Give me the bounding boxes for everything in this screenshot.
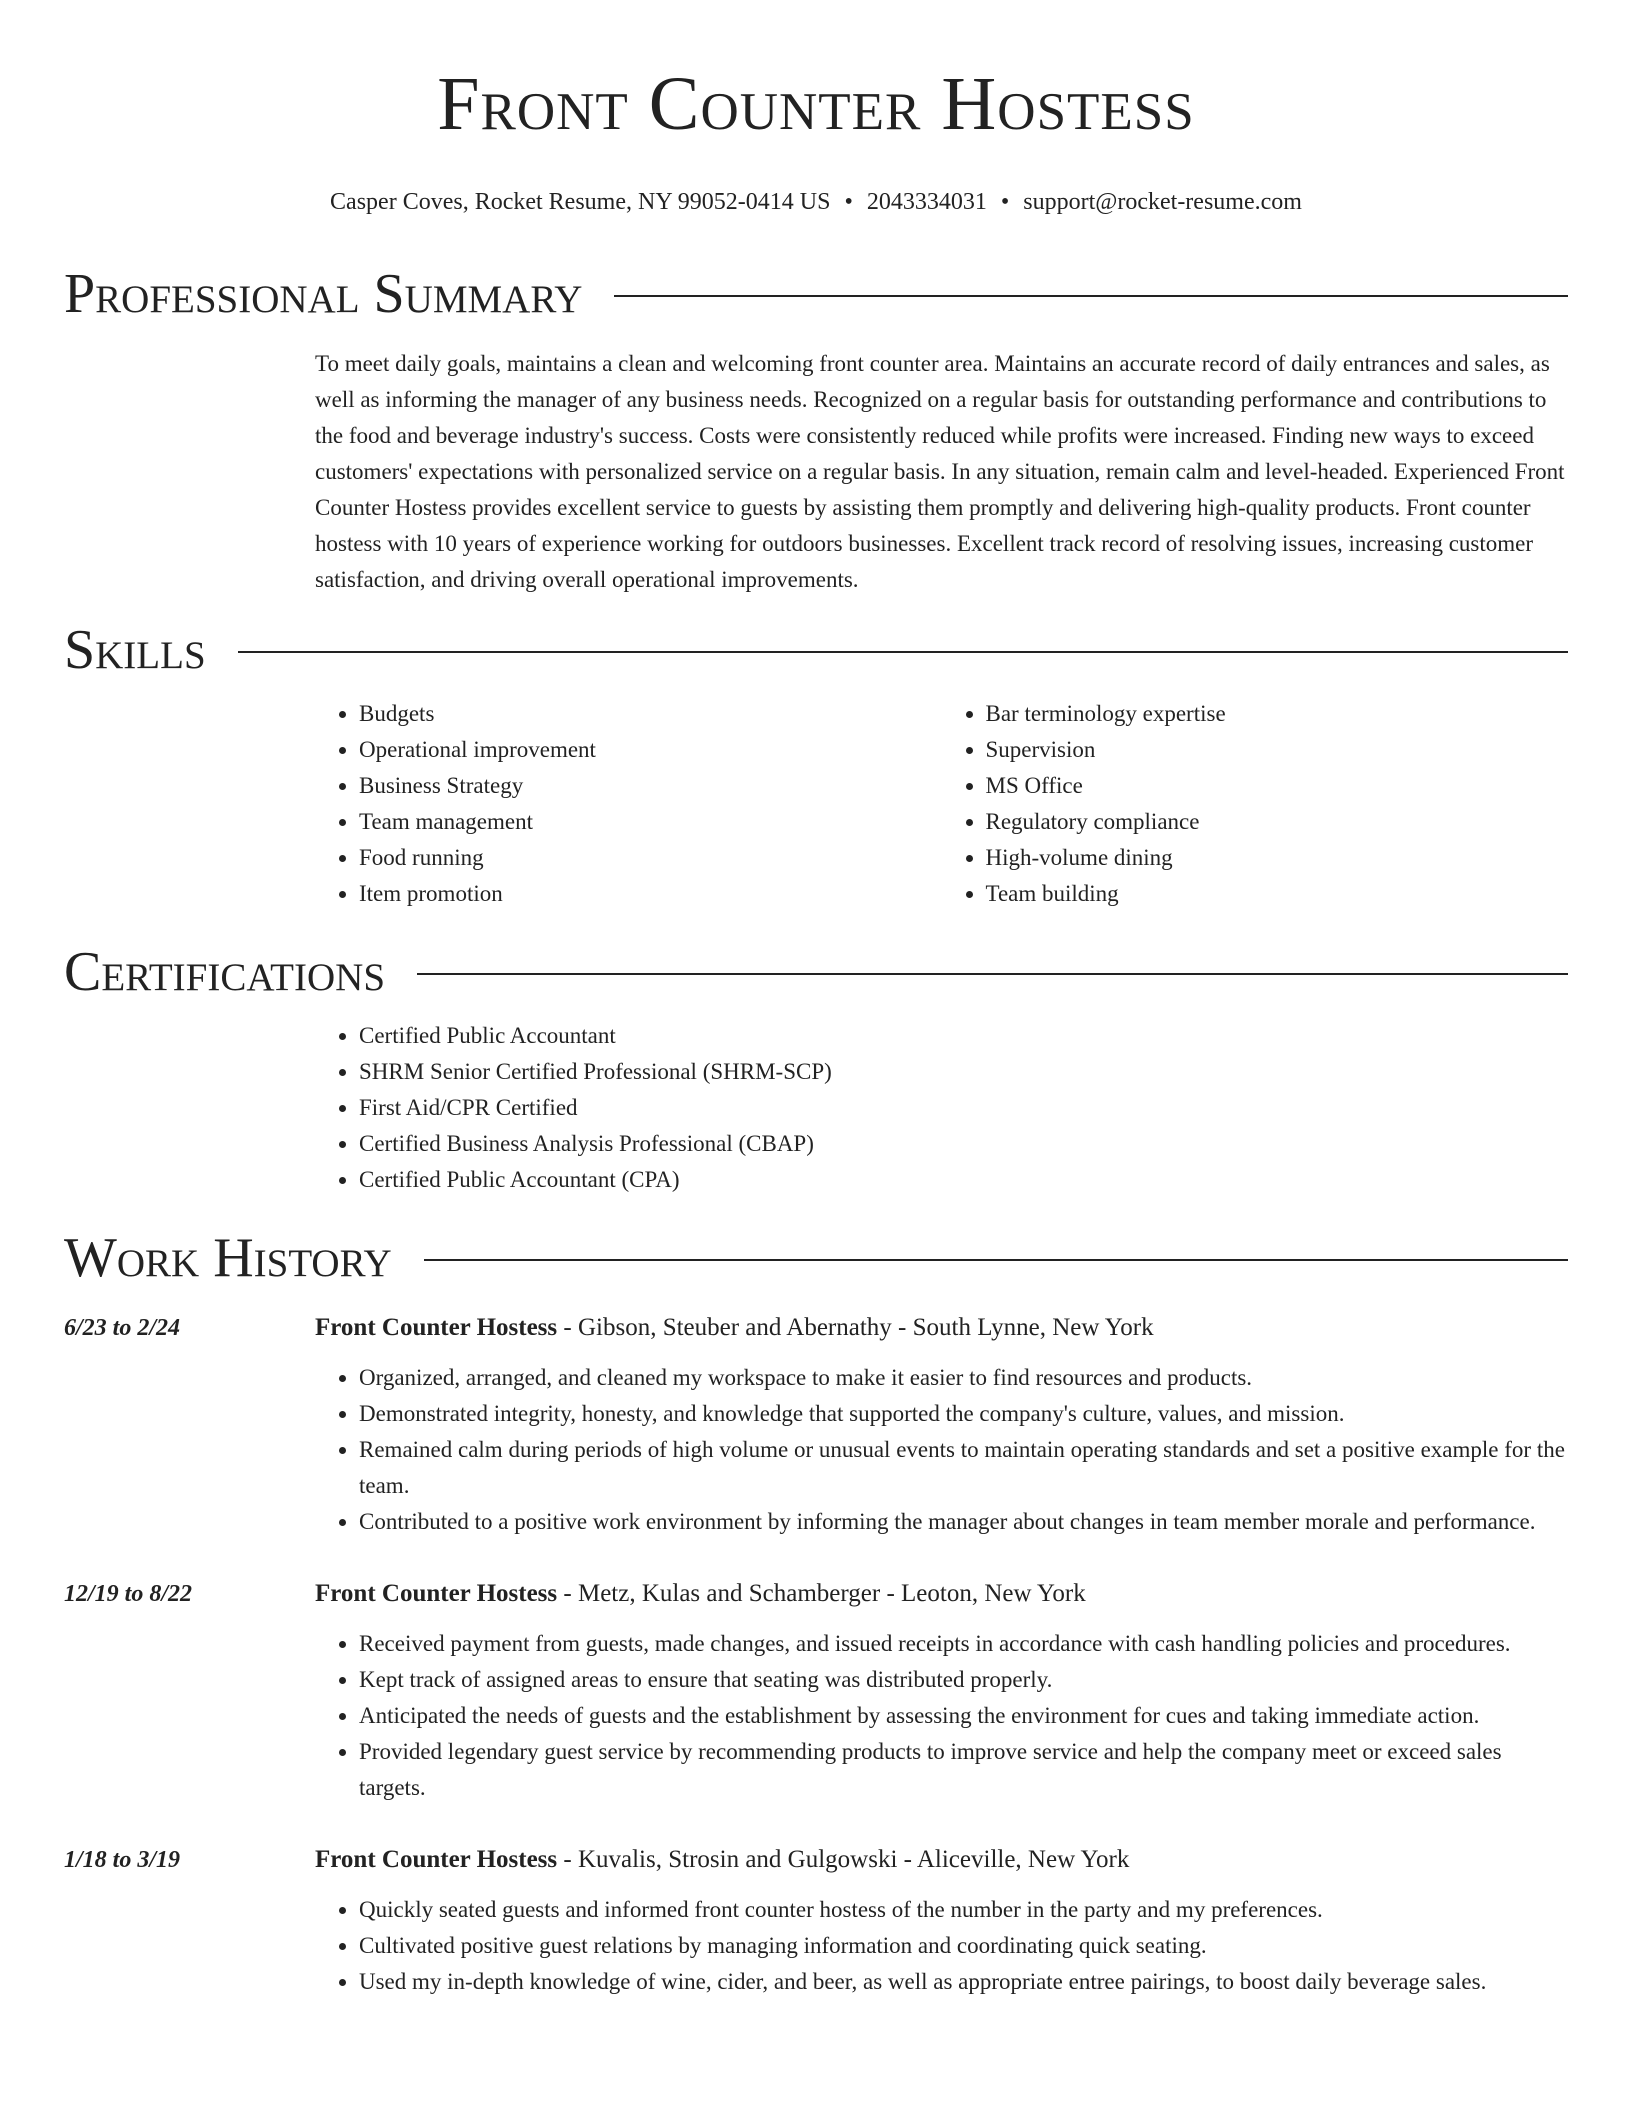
skill-item: • Supervision: [986, 732, 1569, 768]
contact-email: support@rocket-resume.com: [1023, 189, 1302, 215]
certifications-section: [315, 1018, 1568, 1198]
section-divider: [238, 651, 1568, 653]
skills-section-header: [64, 618, 1568, 682]
summary-section-header: [64, 262, 1568, 326]
contact-separator: •: [1000, 189, 1010, 215]
skill-item: • High-volume dining: [986, 840, 1569, 876]
job-bullet: • Kept track of assigned areas to ensure that seating was distributed properly.: [359, 1662, 1568, 1698]
skills-section: [315, 696, 1568, 912]
job-heading: [315, 1310, 1568, 1346]
job-entry: [64, 1310, 1568, 1540]
work-title: Work History: [64, 1227, 392, 1289]
job-bullets: [315, 1892, 1568, 2000]
section-divider: [424, 1259, 1568, 1261]
skills-title: Skills: [64, 619, 206, 681]
job-bullet: • Used my in-depth knowledge of wine, cider, and beer, as well as appropriate entree pairings, to boost daily beverage sales.: [359, 1964, 1568, 2000]
skill-item: • Business Strategy: [359, 768, 942, 804]
skill-item: • Budgets: [359, 696, 942, 732]
contact-separator: •: [844, 189, 853, 215]
job-heading: [315, 1842, 1568, 1878]
job-details: - Metz, Kulas and Schamberger - Leoton, New York: [557, 1580, 1086, 1607]
certifications-list: [315, 1018, 1568, 1198]
skill-item: • Food running: [359, 840, 942, 876]
job-bullet: • Contributed to a positive work environment by informing the manager about changes in team member morale and performance.: [359, 1504, 1568, 1540]
certification-item: • First Aid/CPR Certified: [359, 1090, 1568, 1126]
job-bullets: [315, 1626, 1568, 1806]
skills-list-left: [315, 696, 942, 912]
skill-item: • Team building: [986, 876, 1569, 912]
job-bullet: • Quickly seated guests and informed front counter hostess of the number in the party and my preferences.: [359, 1892, 1568, 1928]
job-bullet: • Received payment from guests, made changes, and issued receipts in accordance with cash handling policies and procedures.: [359, 1626, 1568, 1662]
contact-address: Casper Coves, Rocket Resume, NY 99052-0414 US: [330, 189, 831, 215]
skill-item: • MS Office: [986, 768, 1569, 804]
certifications-title: Certifications: [64, 941, 386, 1003]
job-heading: [315, 1576, 1568, 1612]
candidate-name: Front Counter Hostess: [437, 62, 1195, 146]
skill-item: • Item promotion: [359, 876, 942, 912]
job-bullets: [315, 1360, 1568, 1540]
job-dates: 12/19 to 8/22: [64, 1581, 193, 1607]
summary-section: [315, 346, 1568, 598]
job-role: Front Counter Hostess: [315, 1314, 558, 1341]
job-dates: 6/23 to 2/24: [64, 1315, 181, 1341]
certification-item: • Certified Public Accountant (CPA): [359, 1162, 1568, 1198]
section-divider: [417, 973, 1568, 975]
contact-phone: 2043334031: [866, 189, 987, 215]
job-bullet: • Provided legendary guest service by recommending products to improve service and help the company meet or exceed sales targets.: [359, 1734, 1568, 1806]
job-bullet: • Organized, arranged, and cleaned my workspace to make it easier to find resources and products.: [359, 1360, 1568, 1396]
resume-page: [64, 0, 1568, 2000]
certifications-section-header: [64, 940, 1568, 1004]
skill-item: • Bar terminology expertise: [986, 696, 1569, 732]
job-details: - Gibson, Steuber and Abernathy - South Lynne, New York: [557, 1314, 1154, 1341]
skill-item: • Regulatory compliance: [986, 804, 1569, 840]
section-divider: [614, 295, 1568, 297]
job-role: Front Counter Hostess: [315, 1846, 558, 1873]
skills-list-right: [942, 696, 1569, 912]
job-role: Front Counter Hostess: [315, 1580, 558, 1607]
summary-title: Professional Summary: [64, 263, 583, 325]
job-bullet: • Cultivated positive guest relations by managing information and coordinating quick seating.: [359, 1928, 1568, 1964]
job-entry: [64, 1842, 1568, 2000]
certification-item: • Certified Public Accountant: [359, 1018, 1568, 1054]
job-bullet: • Remained calm during periods of high volume or unusual events to maintain operating standards and set a positive example for the team.: [359, 1432, 1568, 1504]
skill-item: • Operational improvement: [359, 732, 942, 768]
work-section-header: [64, 1226, 1568, 1290]
certification-item: • SHRM Senior Certified Professional (SHRM-SCP): [359, 1054, 1568, 1090]
job-entry: [64, 1576, 1568, 1806]
job-details: - Kuvalis, Strosin and Gulgowski - Aliceville, New York: [557, 1846, 1130, 1873]
summary-text: To meet daily goals, maintains a clean and welcoming front counter area. Maintains an accurate record of daily entrances and sales, as well as informing the manager of any business needs. Recognized on a regular basis for outstanding performance and contributions to the food and beverage industry's success. Costs were consistently reduced while profits were increased. Finding new ways to exceed customers' expectations with personalized service on a regular basis. In any situation, remain calm and level-headed. Experienced Front Counter Hostess provides excellent service to guests by assisting them promptly and delivering high-quality products. Front counter hostess with 10 years of experience working for outdoors businesses. Excellent track record of resolving issues, increasing customer satisfaction, and driving overall operational improvements.: [315, 351, 1565, 592]
skill-item: • Team management: [359, 804, 942, 840]
job-bullet: • Demonstrated integrity, honesty, and knowledge that supported the company's culture, values, and mission.: [359, 1396, 1568, 1432]
job-bullet: • Anticipated the needs of guests and the establishment by assessing the environment for cues and taking immediate action.: [359, 1698, 1568, 1734]
contact-line: [64, 186, 1568, 218]
certification-item: • Certified Business Analysis Professional (CBAP): [359, 1126, 1568, 1162]
job-dates: 1/18 to 3/19: [64, 1847, 181, 1873]
